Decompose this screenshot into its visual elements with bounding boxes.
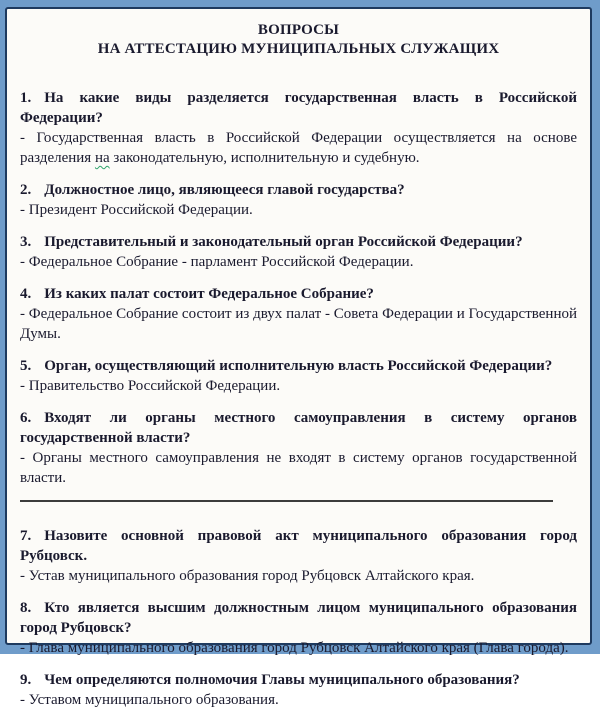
question-text (20, 180, 577, 200)
answer-text: - Устав муниципального образования город Рубцовск Алтайского края. (20, 568, 475, 584)
question-text (20, 408, 577, 448)
answer-text: - Уставом муниципального образования. (20, 692, 279, 708)
document-title (20, 21, 577, 59)
question-number: 3. (20, 234, 32, 250)
answer-text: - Органы местного самоуправления не входят в систему органов государственной власти. (20, 450, 577, 486)
question-text (20, 88, 577, 128)
question-text (20, 232, 577, 252)
question-number: 1. (20, 90, 32, 106)
question-number: 7. (20, 528, 32, 544)
title-line-2: НА АТТЕСТАЦИЮ МУНИЦИПАЛЬНЫХ СЛУЖАЩИХ (97, 41, 500, 57)
question-number: 4. (20, 286, 32, 302)
question-label: Представительный и законодательный орган Российской Федерации? (44, 234, 523, 250)
question-block (20, 180, 577, 220)
question-block (20, 88, 577, 168)
answer-text: - Глава муниципального образования город Рубцовск Алтайского края (Глава города). (20, 640, 569, 656)
question-label: Чем определяются полномочия Главы муниципального образования? (44, 672, 520, 688)
answer-text: - Федеральное Собрание - парламент Российской Федерации. (20, 254, 414, 270)
question-block (20, 408, 577, 488)
question-block (20, 598, 577, 658)
question-block (20, 232, 577, 272)
question-number: 2. (20, 182, 32, 198)
question-block (20, 526, 577, 586)
question-number: 6. (20, 410, 32, 426)
question-text (20, 526, 577, 566)
question-label: Кто является высшим должностным лицом муниципального образования город Рубцовск? (20, 600, 577, 636)
document-page (5, 7, 592, 708)
section-divider (20, 500, 553, 502)
question-label: На какие виды разделяется государственная власть в Российской Федерации? (20, 90, 577, 126)
question-label: Должностное лицо, являющееся главой государства? (44, 182, 405, 198)
answer-text: - Государственная власть в Российской Федерации осуществляется на основе разделения на законодательную, исполнительную и судебную. (20, 130, 577, 166)
answer-text: - Правительство Российской Федерации. (20, 378, 281, 394)
question-block (20, 284, 577, 344)
question-text (20, 670, 577, 690)
grammar-check-underline: на (94, 150, 110, 166)
question-text (20, 356, 577, 376)
answer-text: - Федеральное Собрание состоит из двух палат - Совета Федерации и Государственной Думы. (20, 306, 577, 342)
question-label: Входят ли органы местного самоуправления в систему органов государственной власти? (20, 410, 577, 446)
question-number: 9. (20, 672, 32, 688)
question-number: 8. (20, 600, 32, 616)
question-block (20, 670, 577, 710)
question-label: Орган, осуществляющий исполнительную власть Российской Федерации? (44, 358, 553, 374)
question-block (20, 356, 577, 396)
answer-text: - Президент Российской Федерации. (20, 202, 253, 218)
question-number: 5. (20, 358, 32, 374)
question-text (20, 284, 577, 304)
title-line-1: ВОПРОСЫ (257, 22, 340, 38)
question-label: Из каких палат состоит Федеральное Собрание? (44, 286, 374, 302)
question-text (20, 598, 577, 638)
question-label: Назовите основной правовой акт муниципального образования город Рубцовск. (20, 528, 577, 564)
questions-list (20, 88, 577, 710)
